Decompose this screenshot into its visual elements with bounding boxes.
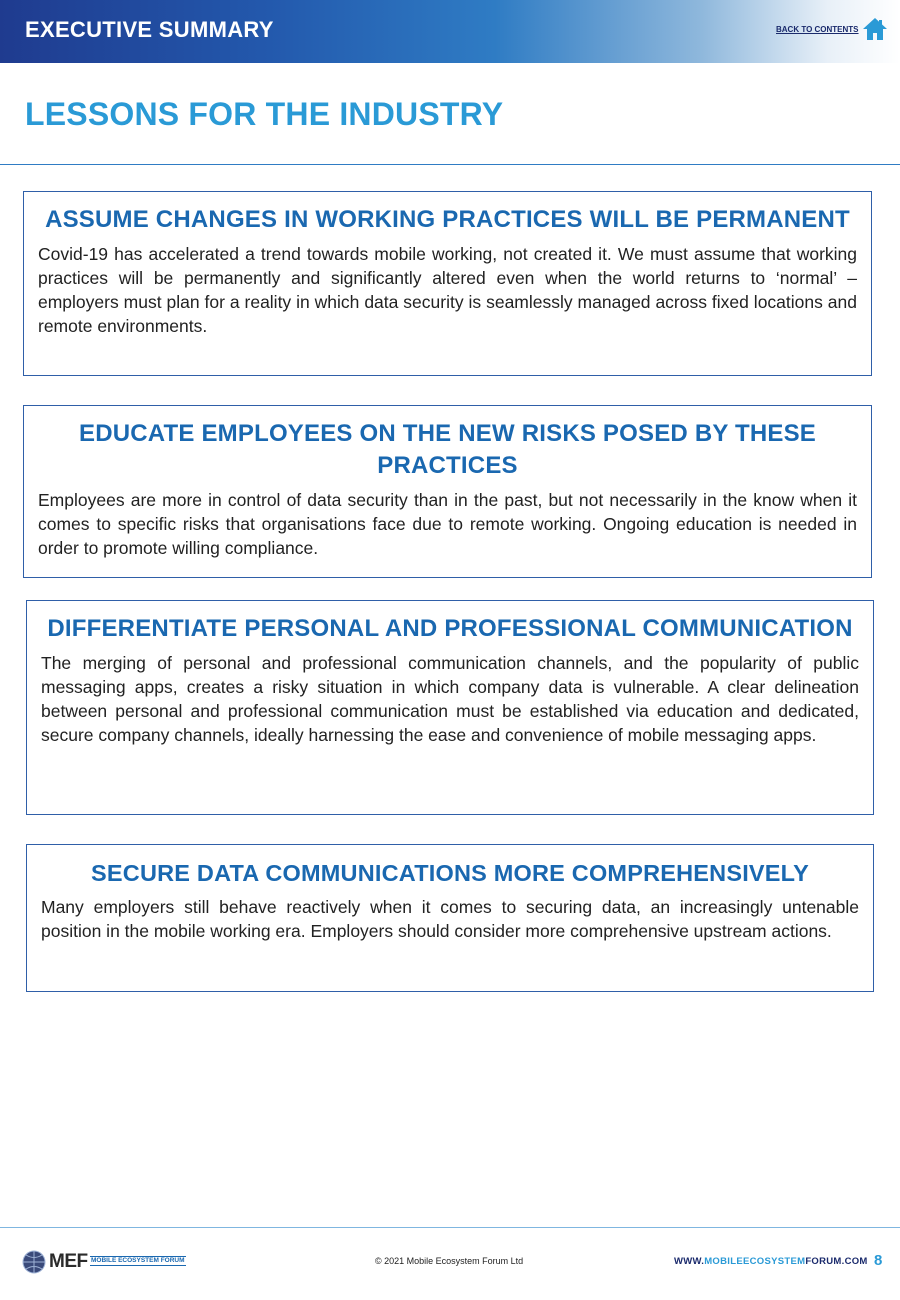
- page-title: LESSONS FOR THE INDUSTRY: [25, 96, 504, 132]
- header-bar: [0, 0, 900, 63]
- back-to-contents-link[interactable]: BACK TO CONTENTS: [776, 25, 859, 34]
- lesson-card: [26, 600, 874, 815]
- lesson-body: Many employers still behave reactively when it comes to securing data, an increasingly untenable position in the mobile working era. Employers should consider more comprehensive upstream actions.: [41, 897, 859, 941]
- page-number: 8: [874, 1252, 883, 1269]
- copyright-notice: © 2021 Mobile Ecosystem Forum Ltd: [375, 1256, 524, 1266]
- lesson-title: ASSUME CHANGES IN WORKING PRACTICES WILL BE PERMANENT: [45, 206, 850, 233]
- url-highlight: MOBILEECOSYSTEM: [704, 1256, 806, 1267]
- section-title: EXECUTIVE SUMMARY: [25, 17, 274, 42]
- url-suffix: .COM: [841, 1256, 868, 1267]
- lesson-body: Covid-19 has accelerated a trend towards mobile working, not created it. We must assume that working practices will be permanently and significantly altered even when the world returns to ‘normal’ – employers must plan for a reality in which data security is seamlessly managed across fixed locations and remote environments.: [38, 244, 857, 336]
- lesson-card: [23, 191, 872, 376]
- url-middle: FORUM: [805, 1256, 842, 1267]
- url-prefix: WWW.: [674, 1256, 705, 1267]
- lesson-title: EDUCATE EMPLOYEES ON THE NEW RISKS POSED BY THESE PRACTICES: [78, 420, 817, 479]
- globe-icon: [22, 1250, 46, 1274]
- home-icon[interactable]: [862, 16, 888, 42]
- lesson-title: SECURE DATA COMMUNICATIONS MORE COMPREHENSIVELY: [91, 860, 809, 886]
- lesson-title: DIFFERENTIATE PERSONAL AND PROFESSIONAL COMMUNICATION: [47, 615, 853, 642]
- footer-divider: [0, 1227, 900, 1228]
- lesson-card: [26, 844, 874, 992]
- lesson-body: The merging of personal and professional communication channels, and the popularity of public messaging apps, creates a risky situation in which company data is vulnerable. A clear delineation between personal and professional communication must be established via education and dedicated, secure company channels, ideally harnessing the ease and convenience of mobile messaging apps.: [41, 653, 859, 745]
- website-link[interactable]: [674, 1256, 868, 1267]
- logo-subtitle: MOBILE ECOSYSTEM FORUM: [91, 1257, 185, 1264]
- logo-text: MEF: [49, 1251, 88, 1272]
- lesson-card: [23, 405, 872, 578]
- heading-divider: [0, 164, 900, 165]
- mef-logo: [22, 1250, 192, 1274]
- lesson-body: Employees are more in control of data security than in the past, but not necessarily in the know when it comes to specific risks that organisations face due to remote working. Ongoing education is needed in order to promote willing compliance.: [38, 490, 857, 558]
